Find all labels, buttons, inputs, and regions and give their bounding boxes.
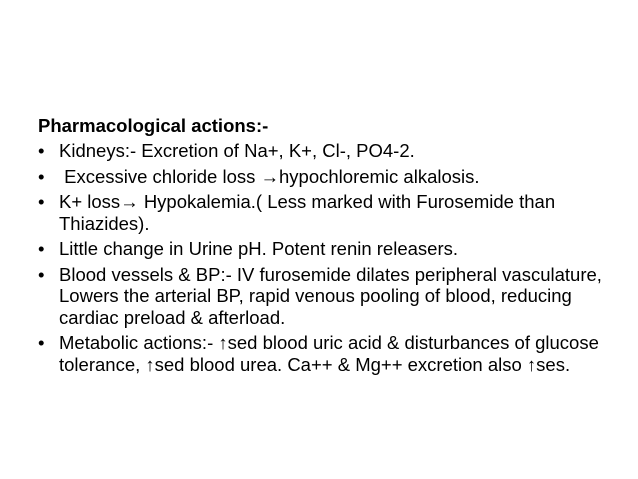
bullet-item-urine-ph xyxy=(38,238,618,260)
bullet-text: Metabolic actions:- ↑sed blood uric acid & disturbances of glucose tolerance, ↑sed blood urea. Ca++ & Mg++ excretion also ↑ses. xyxy=(59,332,605,375)
bullet-text: Blood vessels & BP:- IV furosemide dilates peripheral vasculature, Lowers the arterial BP, rapid venous pooling of blood, reducing cardiac preload & afterload. xyxy=(59,263,608,328)
bullet-icon: • xyxy=(38,238,45,259)
bullet-item-potassium-loss xyxy=(38,191,618,234)
bullet-list xyxy=(38,140,618,375)
bullet-icon: • xyxy=(38,263,45,285)
bullet-text: Kidneys:- Excretion of Na+, K+, Cl-, PO4-2. xyxy=(59,140,415,161)
bullet-item-blood-vessels xyxy=(38,264,618,329)
bullet-icon: • xyxy=(38,165,45,187)
bullet-icon: • xyxy=(38,191,45,212)
bullet-text: Excessive chloride loss →hypochloremic alkalosis. xyxy=(59,165,480,187)
bullet-icon: • xyxy=(38,332,45,353)
bullet-item-metabolic xyxy=(38,332,618,375)
slide-content xyxy=(38,114,618,379)
slide-heading: Pharmacological actions:- xyxy=(38,115,269,136)
bullet-item-kidneys xyxy=(38,140,618,162)
bullet-icon: • xyxy=(38,140,45,161)
bullet-text: K+ loss→ Hypokalemia.( Less marked with Furosemide than Thiazides). xyxy=(59,191,560,234)
bullet-item-chloride-loss xyxy=(38,166,618,188)
bullet-text: Little change in Urine pH. Potent renin releasers. xyxy=(59,238,458,259)
